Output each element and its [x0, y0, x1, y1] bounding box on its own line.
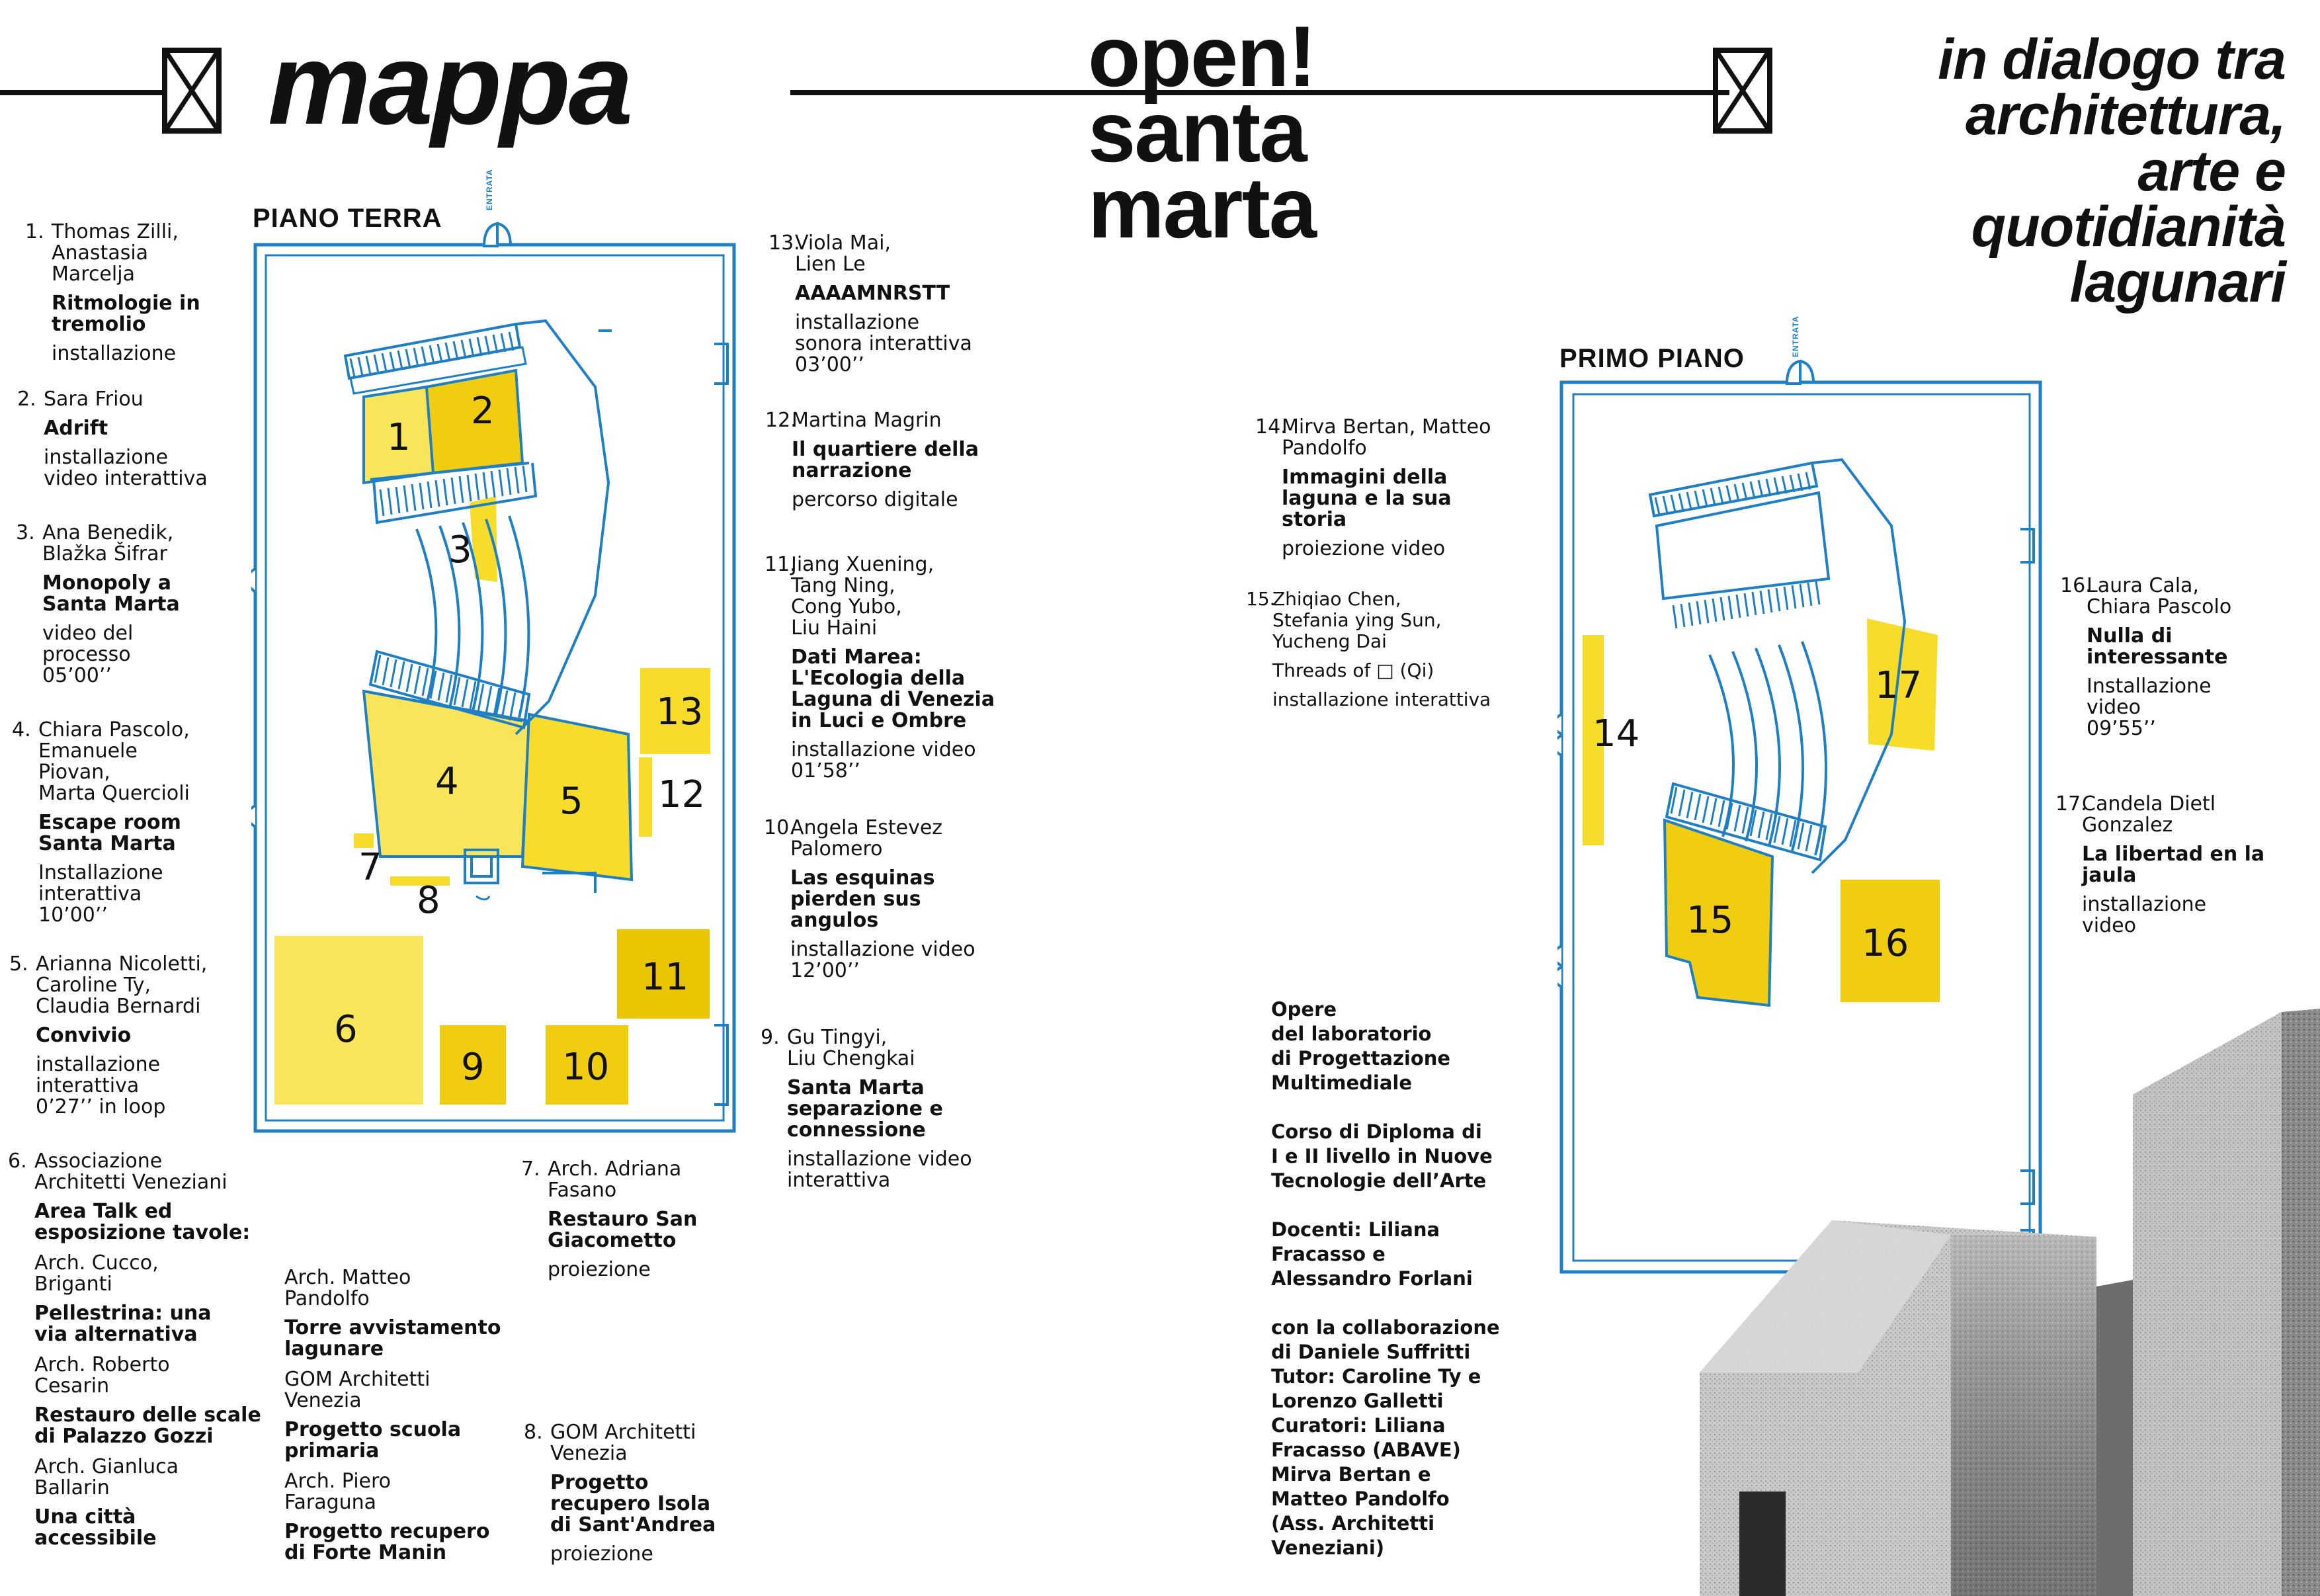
- ground-floor-map: [251, 212, 741, 1138]
- entry-title: Adrift: [44, 417, 108, 440]
- entry-kind: percorso digitale: [792, 488, 958, 511]
- entry-title: Threads of □ (Qi): [1272, 659, 1434, 681]
- entry-title: Progetto recupero di Forte Manin: [284, 1520, 490, 1564]
- map-number: 6: [334, 1008, 358, 1051]
- entry-author: GOM Architetti Venezia: [284, 1368, 431, 1412]
- entry-author: Jiang Xuening, Tang Ning, Cong Yubo, Liu Haini: [791, 553, 934, 640]
- entry-kind: installazione video: [2082, 893, 2207, 937]
- tagline-line: quotidianità: [1971, 194, 2286, 259]
- entry-number: 12.: [765, 409, 797, 432]
- entry-title: Immagini della laguna e la sua storia: [1282, 466, 1452, 531]
- entry-title: Nulla di interessante: [2087, 624, 2228, 669]
- entry-number: 14.: [1255, 415, 1287, 439]
- entry-author: Laura Cala, Chiara Pascolo: [2087, 574, 2232, 618]
- page-title: mappa: [268, 20, 632, 149]
- list-item: [12, 718, 237, 927]
- entry-kind: installazione video interattiva: [44, 446, 208, 490]
- entry-number: 11.: [765, 553, 796, 576]
- list-item: [284, 1267, 516, 1564]
- entry-number: 8.: [524, 1421, 543, 1444]
- entry-title: Las esquinas pierden sus angulos: [790, 866, 935, 932]
- map-number: 8: [417, 879, 440, 922]
- entry-kind: installazione video interattiva: [787, 1148, 972, 1192]
- entry-author: Arch. Adriana Fasano: [548, 1157, 682, 1202]
- tagline-line: arte e: [2137, 139, 2286, 203]
- entry-kind: installazione interattiva: [1272, 689, 1491, 710]
- list-item: [761, 1026, 1038, 1192]
- list-item: [521, 1157, 746, 1281]
- entry-title: Progetto scuola primaria: [284, 1418, 462, 1462]
- map-number: 1: [387, 416, 411, 459]
- entry-author: Ana Benedik, Blažka Šifrar: [42, 521, 174, 566]
- map-number: 10: [562, 1046, 610, 1089]
- entry-number: 15.: [1246, 588, 1276, 610]
- entry-number: 5.: [9, 952, 28, 976]
- tagline: [1690, 28, 2286, 315]
- tagline-line: architettura,: [1965, 83, 2286, 147]
- entry-kind: installazione interattiva 0’27’’ in loop: [36, 1053, 166, 1118]
- entry-kind: proiezione: [548, 1258, 651, 1281]
- entry-title: Dati Marea: L'Ecologia della Laguna di Venezia in Luci e Ombre: [791, 646, 995, 732]
- map-number: 14: [1593, 712, 1640, 755]
- entrance-label: ENTRATA: [1791, 315, 1800, 357]
- entry-kind: proiezione video: [1282, 537, 1446, 560]
- map-number: 5: [559, 780, 583, 823]
- entry-author: Arch. Roberto Cesarin: [34, 1353, 170, 1398]
- entry-kind: Installazione interattiva 10’00’’: [38, 861, 163, 927]
- map-number: 2: [471, 390, 495, 433]
- event-title: [1088, 8, 1316, 256]
- entry-title: Convivio: [36, 1024, 132, 1047]
- entry-title: Pellestrina: una via alternativa: [34, 1302, 212, 1346]
- entry-kind: installazione sonora interattiva 03’00’’: [795, 311, 972, 376]
- entry-author: Chiara Pascolo, Emanuele Piovan, Marta Quercioli: [38, 718, 190, 805]
- entry-author: Sara Friou: [44, 388, 144, 411]
- list-item: [1255, 415, 1559, 560]
- list-item: [768, 231, 1033, 376]
- list-item: [764, 816, 1042, 982]
- map-number: 15: [1686, 899, 1734, 942]
- map-number: 12: [658, 773, 706, 816]
- map-number: 13: [656, 691, 704, 734]
- entry-author: Arianna Nicoletti, Caroline Ty, Claudia Bernardi: [36, 952, 208, 1018]
- floor-label-ground: PIANO TERRA: [253, 204, 442, 233]
- entry-number: 7.: [521, 1157, 540, 1181]
- entry-title: Area Talk ed esposizione tavole:: [34, 1200, 251, 1244]
- entry-kind: installazione video 01’58’’: [791, 738, 976, 782]
- entry-author: Thomas Zilli, Anastasia Marcelja: [52, 220, 179, 286]
- entry-title: Restauro delle scale di Palazzo Gozzi: [34, 1404, 261, 1448]
- entry-title: Santa Marta separazione e connessione: [787, 1076, 943, 1142]
- entry-title: Progetto recupero Isola di Sant'Andrea: [550, 1471, 716, 1536]
- map-number: 4: [435, 760, 459, 803]
- entry-title: Torre avvistamento lagunare: [284, 1316, 501, 1361]
- entry-author: Associazione Architetti Veneziani: [34, 1150, 228, 1194]
- map-number: 9: [461, 1046, 485, 1089]
- entry-kind: installazione: [52, 342, 177, 365]
- entry-title: Il quartiere della narrazione: [792, 438, 979, 482]
- entry-title: La libertad en la jaula: [2082, 843, 2265, 887]
- entry-author: Arch. Piero Faraguna: [284, 1470, 392, 1514]
- entry-number: 17.: [2055, 792, 2087, 816]
- list-item: [765, 409, 1043, 511]
- entry-number: 6.: [8, 1150, 27, 1173]
- entry-kind: Installazione video 09’55’’: [2087, 675, 2212, 740]
- map-number: 7: [358, 846, 382, 889]
- entry-kind: proiezione: [550, 1542, 653, 1566]
- entry-title: Una città accessibile: [34, 1505, 157, 1550]
- list-item: [16, 521, 234, 687]
- entry-author: Angela Estevez Palomero: [790, 816, 943, 861]
- list-item: [8, 1150, 272, 1550]
- credits-block: Opere del laboratorio di Progettazione Multimediale Corso di Diploma di I e II livello in Nuove Tecnologie dell’Arte Docenti: Liliana Fracasso e Alessandro Forlani con la collaborazione di Daniele Suffritti Tutor: Caroline Ty e Lorenzo Galletti Curatori: Liliana Fracasso (ABAVE) Mirva Bertan e Matteo Pandolfo (Ass. Architetti Veneziani): [1271, 998, 1500, 1559]
- entry-kind: installazione video 12’00’’: [790, 938, 975, 982]
- entrance-label: ENTRATA: [485, 169, 494, 210]
- map-number: 11: [642, 956, 689, 999]
- header-rule-left: [0, 90, 165, 95]
- map-number: 17: [1875, 664, 1923, 707]
- floor-label-first: PRIMO PIANO: [1559, 344, 1745, 373]
- entry-number: 10.: [764, 816, 796, 839]
- event-title-line: open!: [1088, 8, 1315, 105]
- entry-author: Arch. Cucco, Briganti: [34, 1251, 159, 1296]
- list-item: [9, 952, 247, 1118]
- entry-number: 13.: [768, 231, 800, 255]
- tagline-line: lagunari: [2069, 251, 2286, 315]
- entry-number: 9.: [761, 1026, 780, 1049]
- entry-number: 2.: [17, 388, 36, 411]
- map-number: 16: [1862, 922, 1909, 965]
- entry-author: Candela Dietl Gonzalez: [2082, 792, 2216, 837]
- entry-number: 16.: [2060, 574, 2092, 597]
- entry-author: Mirva Bertan, Matteo Pandolfo: [1282, 415, 1491, 460]
- event-title-line: marta: [1088, 159, 1316, 256]
- event-title-line: santa: [1088, 83, 1306, 181]
- entry-title: Restauro San Giacometto: [548, 1208, 698, 1252]
- entry-kind: video del processo 05’00’’: [42, 622, 134, 687]
- list-item: [25, 220, 237, 365]
- entry-number: 4.: [12, 718, 31, 741]
- building-photo: [1700, 1002, 2320, 1596]
- entry-author: Viola Mai, Lien Le: [795, 231, 891, 276]
- tagline-line: in dialogo tra: [1938, 28, 2286, 91]
- list-item: [2055, 792, 2307, 937]
- list-item: [17, 388, 242, 490]
- list-item: [1246, 588, 1537, 710]
- entry-number: 1.: [25, 220, 44, 243]
- crossed-box-icon: [162, 48, 222, 134]
- entry-author: Arch. Gianluca Ballarin: [34, 1455, 179, 1499]
- entry-author: GOM Architetti Venezia: [550, 1421, 696, 1465]
- entry-number: 3.: [16, 521, 35, 544]
- entry-title: Ritmologie in tremolio: [52, 292, 200, 336]
- entry-title: Monopoly a Santa Marta: [42, 571, 180, 616]
- entry-author: Zhiqiao Chen, Stefania ying Sun, Yucheng Dai: [1272, 588, 1442, 652]
- list-item: [765, 553, 1042, 782]
- list-item: [2060, 574, 2305, 740]
- map-number: 3: [448, 528, 472, 571]
- entry-author: Martina Magrin: [792, 409, 942, 432]
- entry-title: AAAAMNRSTT: [795, 282, 950, 305]
- entry-title: Escape room Santa Marta: [38, 811, 181, 855]
- entry-author: Gu Tingyi, Liu Chengkai: [787, 1026, 915, 1070]
- entry-author: Arch. Matteo Pandolfo: [284, 1266, 411, 1310]
- list-item: [524, 1421, 749, 1566]
